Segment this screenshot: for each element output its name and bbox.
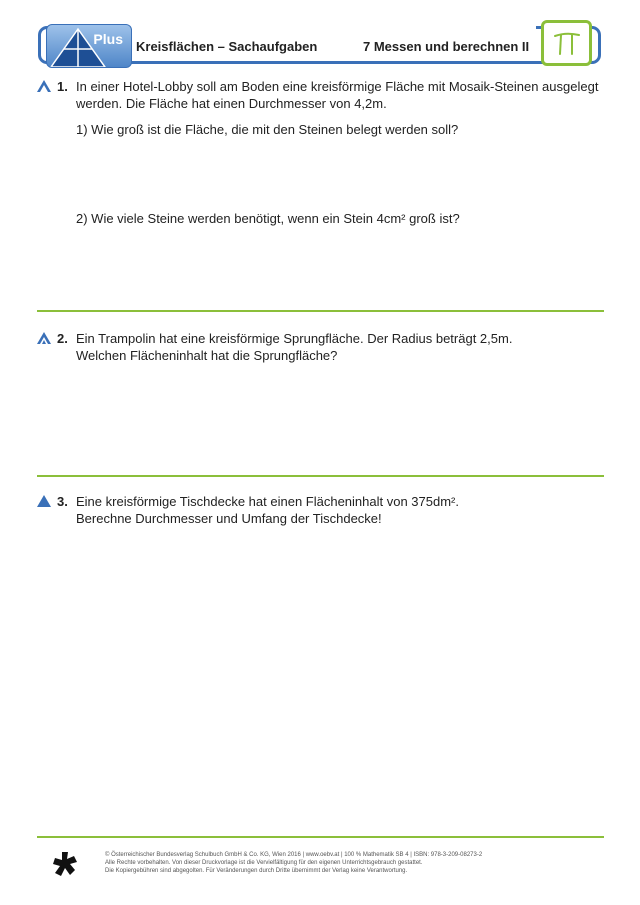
subquestion-2: 2) Wie viele Steine werden benötigt, wenn ein Stein 4cm² groß ist? (76, 211, 460, 226)
task-line: Eine kreisförmige Tischdecke hat einen Flächeninhalt von 375dm². (76, 494, 459, 509)
task-line: Berechne Durchmesser und Umfang der Tischdecke! (76, 511, 382, 526)
footer-line: Die Kopiergebühren sind abgegolten. Für Veränderungen durch Dritte übernimmt der Verlag keine Verantwortung. (105, 868, 408, 874)
task-number: 2. (57, 331, 68, 346)
task-line: Welchen Flächeninhalt hat die Sprungfläche? (76, 348, 338, 363)
difficulty-icon (37, 495, 51, 507)
task-text (76, 493, 640, 527)
task-text (76, 78, 640, 112)
footer-line: Alle Rechte vorbehalten. Von dieser Druckvorlage ist die Vervielfältigung für den eigenen Unterrichtsgebrauch gestattet. (105, 860, 423, 866)
divider (37, 836, 604, 838)
task-line: In einer Hotel-Lobby soll am Boden eine kreisförmige Fläche mit Mosaik-Steinen ausgelegt (76, 79, 599, 94)
header-frame-gap (130, 20, 536, 32)
footer-line: © Österreichischer Bundesverlag Schulbuch GmbH & Co. KG, Wien 2016 | www.oebv.at | 100 % Mathematik SB 4 | ISBN: 978-3-209-08273-2 (105, 852, 483, 858)
task-number: 1. (57, 79, 68, 94)
chapter-title: 7 Messen und berechnen II (363, 39, 530, 54)
task-line: werden. Die Fläche hat einen Durchmesser von 4,2m. (76, 96, 387, 111)
footer-copyright (105, 851, 595, 875)
subquestion-1: 1) Wie groß ist die Fläche, die mit den Steinen belegt werden soll? (76, 122, 459, 137)
divider (37, 310, 604, 312)
task-number: 3. (57, 494, 68, 509)
plus-logo (46, 24, 132, 68)
task-line: Ein Trampolin hat eine kreisförmige Sprungfläche. Der Radius beträgt 2,5m. (76, 331, 513, 346)
difficulty-icon (37, 332, 51, 344)
divider (37, 475, 604, 477)
publisher-logo-icon (52, 851, 78, 877)
difficulty-icon (37, 80, 51, 92)
page-title: Kreisflächen – Sachaufgaben (136, 39, 318, 54)
task-text (76, 330, 640, 364)
logo-text: Plus (93, 31, 123, 47)
pi-badge (541, 20, 592, 66)
pi-icon (544, 23, 589, 63)
